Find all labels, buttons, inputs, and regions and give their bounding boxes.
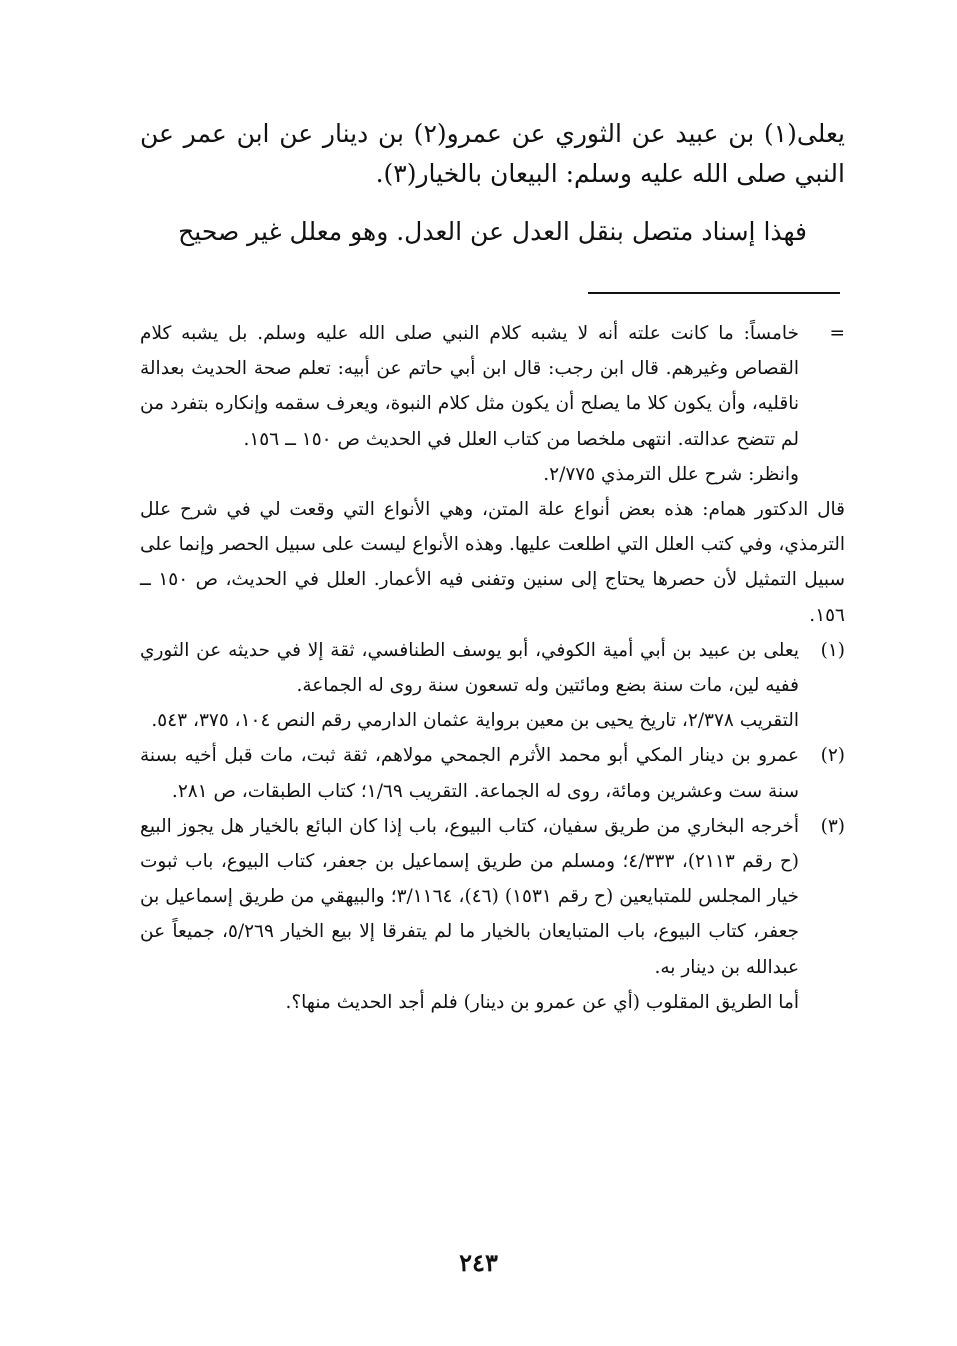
footnote-continued xyxy=(140,316,845,633)
footnote-marker: (١) xyxy=(820,639,845,661)
main-text xyxy=(140,114,845,252)
footnote-paragraph: يعلى بن عبيد بن أبي أمية الكوفي، أبو يوسف الطنافسي، ثقة إلا في حديثه عن الثوري ففيه لين، مات سنة بضع ومائتين وله تسعون سنة روى له الجماعة. xyxy=(140,639,799,697)
page-number: ٢٤٣ xyxy=(459,1248,498,1277)
footnote-paragraph: وانظر: شرح علل الترمذي ٢/٧٧٥. xyxy=(543,463,799,485)
footnote-paragraph: خامساً: ما كانت علته أنه لا يشبه كلام النبي صلى الله عليه وسلم. بل يشبه كلام القصاص وغيرهم. قال ابن رجب: قال ابن أبي حاتم عن أبيه: تعلم صحة الحديث بعدالة ناقليه، وأن يكون كلا ما يصلح أن يكون مثل كلام النبوة، ويعرف سقمه وإنكاره بتفرد من لم تتضح عدالته. انتهى ملخصا من كتاب العلل في الحديث ص ١٥٠ ــ ١٥٦. xyxy=(140,323,799,450)
footnote-marker: = xyxy=(829,323,845,344)
main-paragraph: يعلى(١) بن عبيد عن الثوري عن عمرو(٢) بن دينار عن ابن عمر عن النبي صلى الله عليه وسلم: البيعان بالخيار(٣). xyxy=(140,119,845,188)
footnote-text xyxy=(140,809,799,1020)
footnote-1 xyxy=(140,633,845,739)
footnote-2 xyxy=(140,738,845,808)
footnote-paragraph: أما الطريق المقلوب (أي عن عمرو بن دينار) فلم أجد الحديث منها؟. xyxy=(285,991,799,1013)
footnote-paragraph: التقريب ٢/٣٧٨، تاريخ يحيى بن معين برواية عثمان الدارمي رقم النص ١٠٤، ٣٧٥، ٥٤٣. xyxy=(151,710,799,732)
footnote-paragraph: قال الدكتور همام: هذه بعض أنواع علة المتن، وهي الأنواع التي وقعت لي في شرح علل الترمذي، وفي كتب العلل التي اطلعت عليها. وهذه الأنواع ليست على سبيل الحصر وإنما على سبيل التمثيل لأن حصرها يحتاج إلى سنين وتفنى فيه الأعمار. العلل في الحديث، ص ١٥٠ ــ ١٥٦. xyxy=(140,499,845,626)
footnote-text xyxy=(140,738,799,808)
footnote-separator xyxy=(588,292,840,294)
footnote-3 xyxy=(140,809,845,1020)
main-paragraph: فهذا إسناد متصل بنقل العدل عن العدل. وهو معلل غير صحيح xyxy=(178,217,807,246)
footnote-paragraph: عمرو بن دينار المكي أبو محمد الأثرم الجمحي مولاهم، ثقة ثبت، مات قبل أخيه بسنة سنة ست وعشرين ومائة، روى له الجماعة. التقريب ١/٦٩؛ كتاب الطبقات، ص ٢٨١. xyxy=(140,745,799,802)
footnote-paragraph: أخرجه البخاري من طريق سفيان، كتاب البيوع، باب إذا كان البائع بالخيار هل يجوز البيع (ح رقم ٢١١٣)، ٤/٣٣٣؛ ومسلم من طريق إسماعيل بن جعفر، كتاب البيوع، باب ثبوت خيار المجلس للمتبايعين (ح رقم ١٥٣١) (٤٦)، ٣/١١٦٤؛ والبيهقي من طريق إسماعيل بن جعفر، كتاب البيوع، باب المتبايعان بالخيار ما لم يتفرقا إلا بيع الخيار ٥/٢٦٩، جميعاً عن عبدالله بن دينار به. xyxy=(140,815,799,978)
footnote-text xyxy=(140,316,845,633)
footnotes xyxy=(140,316,845,1020)
footnote-marker: (٣) xyxy=(820,815,845,837)
footnote-marker: (٢) xyxy=(820,745,845,767)
footnote-text xyxy=(140,633,799,739)
